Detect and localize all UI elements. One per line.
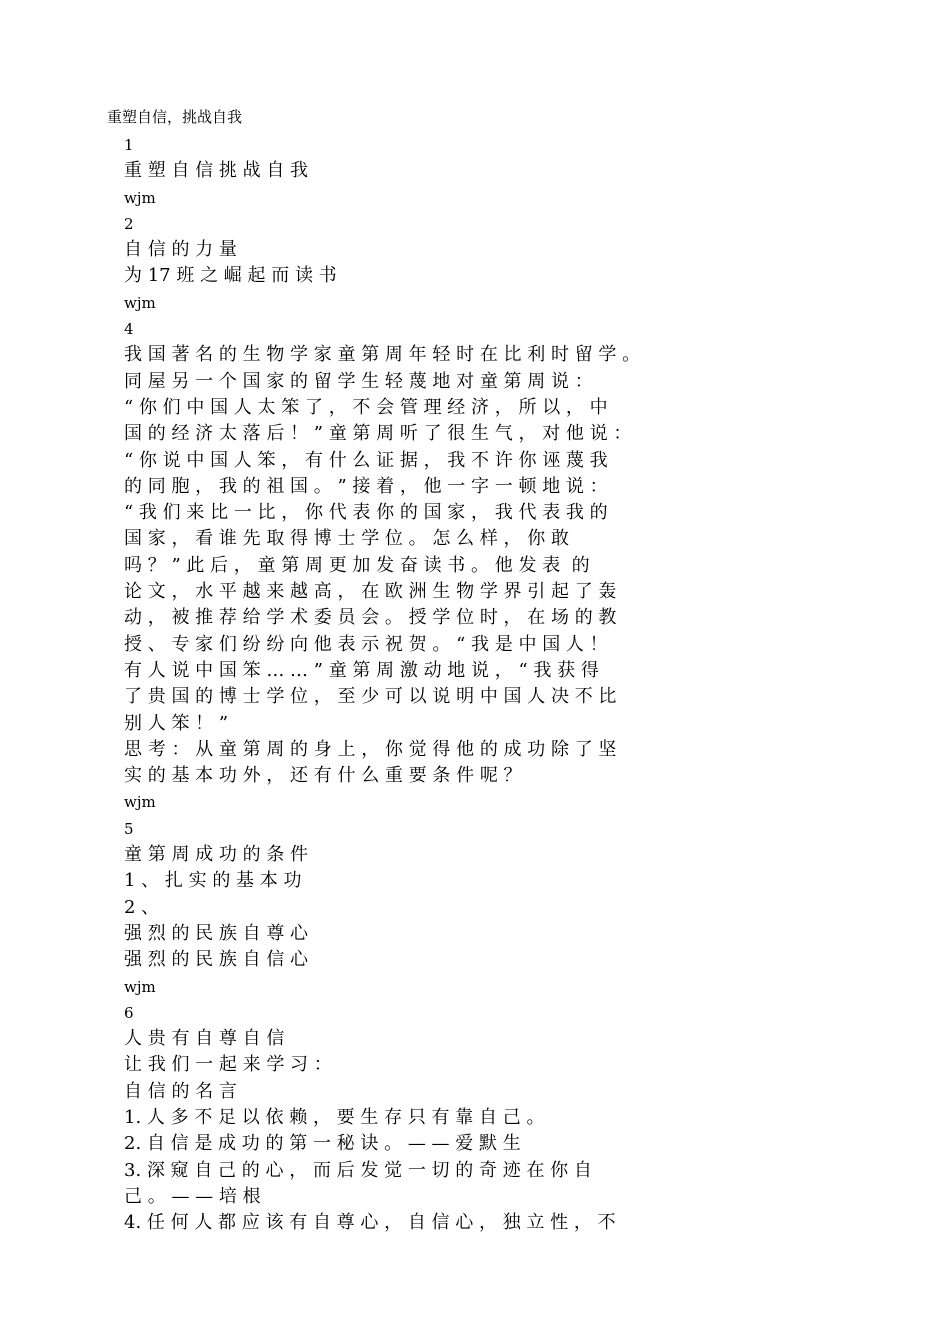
text-line: 3. 深 窥 自 己 的 心 ， 而 后 发 觉 一 切 的 奇 迹 在 你 自: [124, 1159, 592, 1181]
text-line: 1: [124, 136, 134, 154]
text-line: 为 17 班 之 崛 起 而 读 书: [124, 265, 337, 287]
document-body: [124, 132, 640, 1236]
text-line: 强 烈 的 民 族 自 尊 心: [124, 922, 309, 944]
text-line: 2. 自 信 是 成 功 的 第 一 秘 诀 。 — — 爱 默 生: [124, 1133, 521, 1155]
text-line: “ 你 说 中 国 人 笨 ， 有 什 么 证 据 ， 我 不 许 你 诬 蔑 我: [124, 449, 608, 471]
text-line: 让 我 们 一 起 来 学 习 ：: [124, 1054, 332, 1076]
text-line: 5: [124, 819, 134, 838]
text-line: 强 烈 的 民 族 自 信 心: [124, 949, 309, 971]
text-line: 国 家 ， 看 谁 先 取 得 博 士 学 位 。 怎 么 样 ， 你 敢: [124, 528, 569, 550]
text-line: 重 塑 自 信 挑 战 自 我: [124, 160, 309, 182]
text-line: 动 ， 被 推 荐 给 学 术 委 员 会 。 授 学 位 时 ， 在 场 的 教: [124, 607, 617, 629]
document-header: 重塑自信，挑战自我: [107, 108, 243, 126]
text-line: 思 考 ： 从 童 第 周 的 身 上 ， 你 觉 得 他 的 成 功 除 了 坚: [124, 738, 617, 760]
text-line: “ 我 们 来 比 一 比 ， 你 代 表 你 的 国 家 ， 我 代 表 我 的: [124, 502, 608, 524]
text-line: 1 、 扎 实 的 基 本 功: [124, 870, 302, 892]
text-line: 有 人 说 中 国 笨 … … ” 童 第 周 激 动 地 说 ， “ 我 获 得: [124, 659, 599, 681]
text-line: 2 、: [124, 896, 160, 918]
text-line: 论 文 ， 水 平 越 来 越 高 ， 在 欧 洲 生 物 学 界 引 起 了 轰: [124, 581, 617, 603]
text-line: 自 信 的 名 言: [124, 1080, 237, 1102]
text-line: 了 贵 国 的 博 士 学 位 ， 至 少 可 以 说 明 中 国 人 决 不 比: [124, 686, 617, 708]
text-line: 实 的 基 本 功 外 ， 还 有 什 么 重 要 条 件 呢 ？: [124, 765, 522, 787]
text-line: wjm: [124, 977, 156, 996]
text-line: 人 贵 有 自 尊 自 信: [124, 1028, 285, 1050]
text-line: 别 人 笨 ！ ”: [124, 712, 229, 734]
text-line: 2: [124, 214, 134, 233]
text-line: 授 、 专 家 们 纷 纷 向 他 表 示 祝 贺 。 “ 我 是 中 国 人 ！: [124, 633, 608, 655]
text-line: 童 第 周 成 功 的 条 件: [124, 844, 309, 866]
text-line: 国 的 经 济 太 落 后 ！ ” 童 第 周 听 了 很 生 气 ， 对 他 说 ：: [124, 423, 632, 445]
text-line: 4: [124, 320, 134, 339]
text-line: 己 。 — — 培 根: [124, 1185, 261, 1207]
text-line: 1. 人 多 不 足 以 依 赖 ， 要 生 存 只 有 靠 自 己 。: [124, 1106, 545, 1128]
text-line: 4. 任 何 人 都 应 该 有 自 尊 心 ， 自 信 心 ， 独 立 性 ， 不: [124, 1212, 616, 1234]
text-line: 自 信 的 力 量: [124, 239, 237, 261]
text-line: wjm: [124, 793, 156, 812]
text-line: 我 国 著 名 的 生 物 学 家 童 第 周 年 轻 时 在 比 利 时 留 学 。: [124, 344, 641, 366]
text-line: 同 屋 另 一 个 国 家 的 留 学 生 轻 蔑 地 对 童 第 周 说 ：: [124, 370, 593, 392]
text-line: wjm: [124, 188, 156, 207]
text-line: wjm: [124, 293, 156, 312]
text-line: “ 你 们 中 国 人 太 笨 了 ， 不 会 管 理 经 济 ， 所 以 ， 中: [124, 396, 608, 418]
text-line: 的 同 胞 ， 我 的 祖 国 。 ” 接 着 ， 他 一 字 一 顿 地 说 ：: [124, 475, 608, 497]
text-line: 吗 ？ ” 此 后 ， 童 第 周 更 加 发 奋 读 书 。 他 发 表 的: [124, 554, 590, 576]
text-line: 6: [124, 1003, 134, 1022]
